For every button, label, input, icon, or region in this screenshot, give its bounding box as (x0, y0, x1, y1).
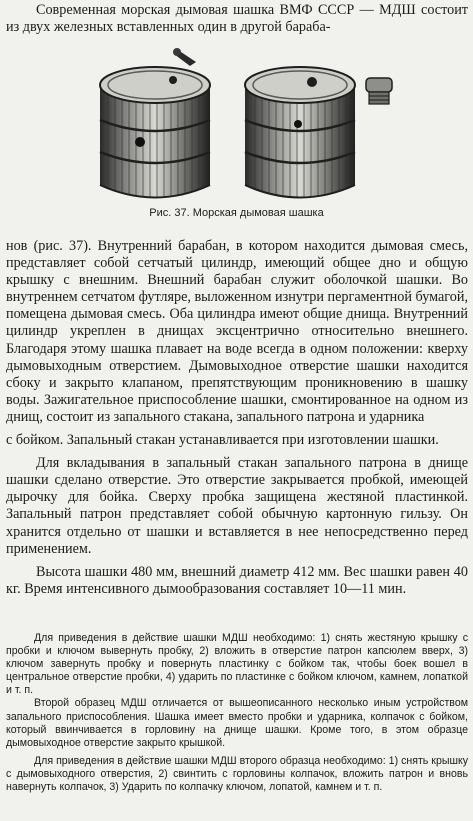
instructions-small-print (6, 632, 468, 794)
small-paragraph-3: Для приведения в действие шашки МДШ второго образца необходимо: 1) снять крышку с дымовыходного отверстия, 2) свинтить с горловины колпачок, вложить патрон и вновь навернуть колпачок, 3) Ударить по колпачку ключом, лопатой, камнем и т. п. (6, 754, 468, 794)
canister-right (245, 67, 355, 198)
main-text (6, 238, 468, 598)
small-paragraph-2: Второй образец МДШ отличается от вышеописанного несколько иным устройством запального приспособления. Шашка имеет вместо пробки и ударника, колпачок с бойком, который ввинчивается в горловину на днище шашки. Кроме того, в этом образце дымовыходное отверстие закрыто крышкой. (6, 697, 468, 749)
paragraph-4: Высота шашки 480 мм, внешний диаметр 412 мм. Вес шашки равен 40 кг. Время интенсивного дымообразования составляет 10—11 мин. (6, 563, 468, 597)
smoke-canister-illustration (70, 40, 400, 210)
intro-paragraph: Современная морская дымовая шашка ВМФ СССР — МДШ состоит из двух железных вставленных один в другой бараба- (6, 2, 468, 35)
small-paragraph-1: Для приведения в действие шашки МДШ необходимо: 1) снять жестяную крышку с пробки и ключом вывернуть пробку, 2) вложить в отверстие патрон капсюлем вверх, 3) ключом завернуть пробку и повернуть пластинку с бойком так, чтобы боек вошел в центральное отверстие пробки, 4) ударить по пластинке с бойком ключом, камнем, лопаткой и т. п. (6, 632, 468, 697)
figure-caption: Рис. 37. Морская дымовая шашка (149, 207, 324, 219)
canister-left (100, 48, 210, 198)
paragraph-3: Для вкладывания в запальный стакан запального патрона в днище шашки сделано отверстие. Это отверстие закрывается пробкой, имеющей дырочку для бойка. Сверху пробка защищена жестяной пластинкой. Запальный патрон представляет собой обычную картонную гильзу. Он хранится отдельно от шашки и вставляется в нее непосредственно перед применением. (6, 455, 468, 557)
paragraph-1: нов (рис. 37). Внутренний барабан, в котором находится дымовая смесь, представляет собой сетчатый цилиндр, имеющий общее дно и общую крышку с внешним. Внешний барабан служит оболочкой шашки. Во внутреннем сетчатом футляре, выложенном изнутри пергаментной бумагой, помещена дымовая смесь. Оба цилиндра имеют общие днища. Внутренний цилиндр укреплен в днищах эксцентрично относительно внешнего. Благодаря этому шашка плавает на воде всегда в одном положении: кверху дымовыходным отверстием. Дымовыходное отверстие шашки находится сбоку и закрыто клапаном, препятствующим проникновению в шашку воды. Зажигательное приспособление шашки, смонтированное на одном из днищ, состоит из запального стакана, запального патрона и ударника (6, 238, 468, 425)
plug-cap (366, 78, 392, 104)
figure-37 (70, 40, 400, 210)
paragraph-2: с бойком. Запальный стакан устанавливается при изготовлении шашки. (6, 432, 439, 449)
